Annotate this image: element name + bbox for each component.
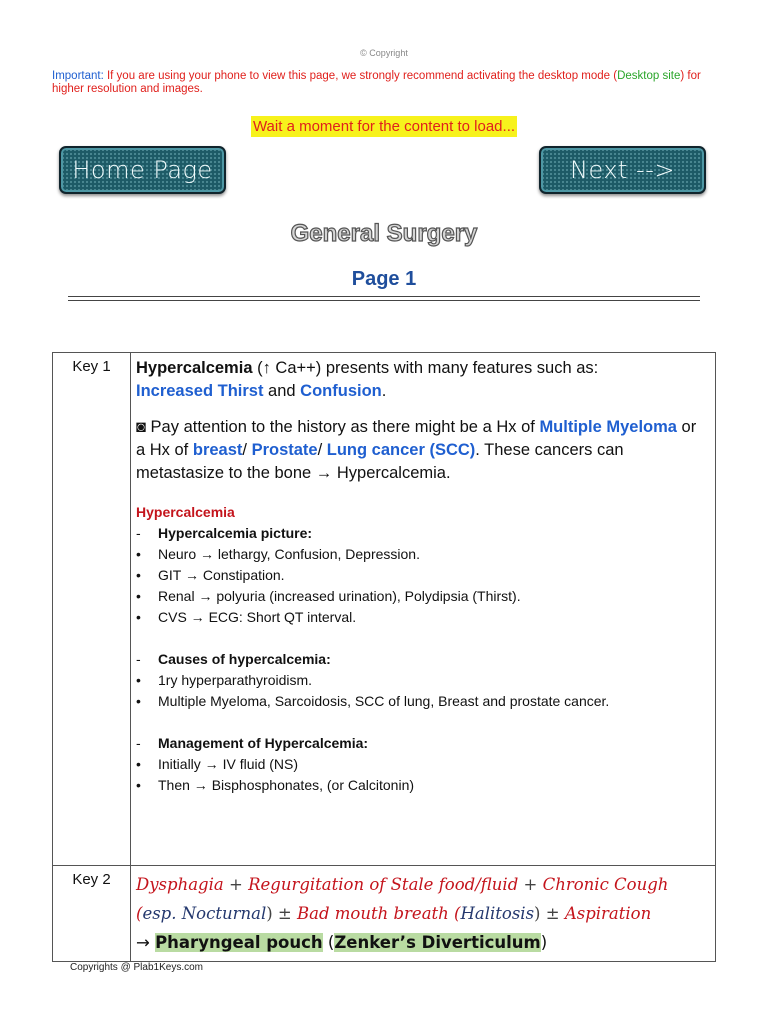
key1-attention [136, 416, 709, 485]
top-copyright: © Copyright [360, 48, 408, 58]
key1-prostate: Prostate [251, 441, 318, 459]
key1-feature-thirst: Increased Thirst [136, 382, 264, 400]
key2-regurgitation: Regurgitation of Stale food/fluid [248, 875, 519, 894]
key1-and: and [263, 382, 301, 400]
list-item-text: Multiple Myeloma, Sarcoidosis, SCC of lung, Breast and prostate cancer. [158, 693, 610, 709]
key1-attention-suffix: . These cancers can metastasize to the bone → Hypercalcemia. [136, 441, 624, 482]
list-item: • Renal → polyuria (increased urination), Polydipsia (Thirst). [136, 588, 521, 604]
loading-message [0, 118, 768, 136]
key2-aspiration: Aspiration [564, 904, 652, 923]
key2-bad-breath: Bad mouth breath ( [297, 904, 461, 923]
list-item: • Neuro → lethargy, Confusion, Depression. [136, 546, 420, 562]
list-item-text: Renal → polyuria (increased urination), Polydipsia (Thirst). [158, 588, 521, 604]
key2-pharyngeal-pouch: Pharyngeal pouch [155, 933, 323, 952]
key2-dysphagia: Dysphagia [136, 875, 224, 894]
list-item-text: GIT → Constipation. [158, 567, 285, 583]
key2-text [136, 870, 709, 957]
list-item-text: Neuro → lethargy, Confusion, Depression. [158, 546, 420, 562]
key2-cough: Chronic Cough [542, 875, 669, 894]
key2-zenkers: Zenker’s Diverticulum [334, 933, 541, 952]
key2-plus-1: + [223, 875, 249, 894]
list-item: • GIT → Constipation. [136, 567, 285, 583]
page-number-heading: Page 1 [351, 268, 417, 290]
key-content [131, 353, 716, 866]
key1-picture-heading-text: Hypercalcemia picture: [158, 525, 313, 541]
keys-table [52, 352, 716, 962]
key1-period: . [381, 382, 387, 400]
key1-causes-heading: - Causes of hypercalcemia: [136, 651, 331, 667]
key-content [131, 866, 716, 962]
desktop-site-link[interactable]: Desktop site [617, 70, 681, 82]
list-item: • Initially → IV fluid (NS) [136, 756, 299, 772]
list-item: • Then → Bisphosphonates, (or Calcitonin) [136, 777, 415, 793]
key2-diagnosis [136, 933, 547, 952]
key-label: Key 2 [53, 866, 131, 962]
desktop-mode-notice [52, 70, 722, 96]
key2-arrow: → [136, 933, 156, 952]
key2-plus-2: + [518, 875, 543, 894]
list-item-text: CVS → ECG: Short QT interval. [158, 609, 357, 625]
notice-text-2: ) for higher resolution and images. [52, 70, 701, 95]
notice-text-1: If you are using your phone to view this page, we strongly recommend activating the desktop mode ( [103, 70, 618, 82]
footer-copyright: Copyrights @ Plab1Keys.com [70, 962, 203, 973]
key1-section-heading: Hypercalcemia [136, 504, 235, 520]
list-item-text: 1ry hyperparathyroidism. [158, 672, 313, 688]
key2-open-paren: ( [136, 904, 143, 923]
key1-attention-prefix: ◙ Pay attention to the history as there might be a Hx of [136, 418, 540, 436]
key1-or-hx: or a Hx of [136, 418, 697, 459]
key2-paren-close: ) [540, 933, 548, 952]
list-item-text: Then → Bisphosphonates, (or Calcitonin) [158, 777, 415, 793]
key2-close-paren-pm: ) ± [266, 904, 297, 923]
key2-nocturnal: esp. Nocturnal [142, 904, 267, 923]
list-item: • 1ry hyperparathyroidism. [136, 672, 313, 688]
key1-lung-cancer: Lung cancer (SCC) [326, 441, 476, 459]
key1-causes-heading-text: Causes of hypercalcemia: [158, 651, 331, 667]
key1-intro [136, 357, 709, 403]
key1-multiple-myeloma: Multiple Myeloma [539, 418, 677, 436]
table-row [53, 353, 716, 866]
key-label: Key 1 [53, 353, 131, 866]
key1-slash-1: / [242, 441, 252, 459]
next-page-button[interactable]: Next --> [539, 146, 706, 194]
key1-management-heading-text: Management of Hypercalcemia: [158, 735, 369, 751]
key2-paren-open: ( [322, 933, 335, 952]
key1-intro-title: Hypercalcemia [136, 359, 253, 377]
key1-intro-rest: (↑ Ca++) presents with many features such as: [252, 359, 599, 377]
home-page-button[interactable]: Home Page [59, 146, 226, 194]
list-item: • Multiple Myeloma, Sarcoidosis, SCC of lung, Breast and prostate cancer. [136, 693, 610, 709]
list-item-text: Initially → IV fluid (NS) [158, 756, 299, 772]
key1-picture-heading: - Hypercalcemia picture: [136, 525, 313, 541]
key1-slash-2: / [317, 441, 327, 459]
list-item: • CVS → ECG: Short QT interval. [136, 609, 357, 625]
table-row [53, 866, 716, 962]
notice-important-label: Important: [52, 70, 104, 82]
key1-management-heading: - Management of Hypercalcemia: [136, 735, 369, 751]
key1-breast: breast [192, 441, 243, 459]
loading-message-text: Wait a moment for the content to load... [252, 118, 516, 135]
document-title: General Surgery [290, 220, 478, 247]
key2-close-paren-pm-2: ) ± [534, 904, 565, 923]
divider-line [68, 300, 700, 301]
divider-line [68, 296, 700, 297]
key2-halitosis: Halitosis [460, 904, 535, 923]
key1-feature-confusion: Confusion [300, 382, 382, 400]
